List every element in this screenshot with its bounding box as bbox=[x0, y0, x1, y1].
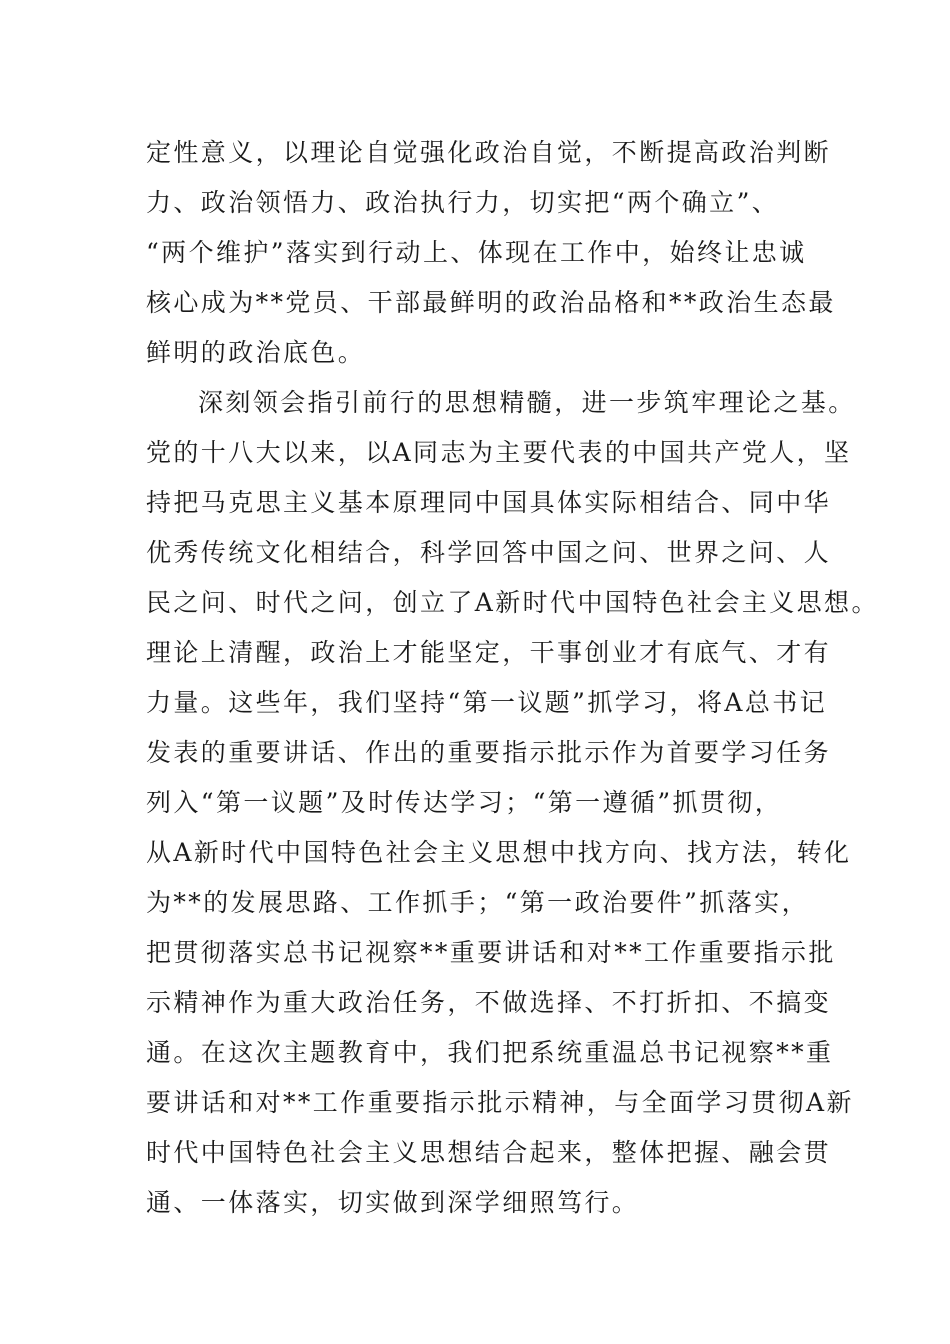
text-line: 通。在这次主题教育中，我们把系统重温总书记视察**重 bbox=[146, 1038, 834, 1067]
text-line: 时代中国特色社会主义思想结合起来，整体把握、融会贯 bbox=[146, 1138, 832, 1167]
text-line: 力量。这些年，我们坚持“第一议题”抓学习，将A总书记 bbox=[146, 688, 828, 717]
text-line: 从A新时代中国特色社会主义思想中找方向、找方法，转化 bbox=[146, 838, 852, 867]
text-line: 民之问、时代之问，创立了A新时代中国特色社会主义思想。 bbox=[146, 588, 879, 617]
text-line: 发表的重要讲话、作出的重要指示批示作为首要学习任务 bbox=[146, 738, 832, 767]
paragraph-first-line: 深刻领会指引前行的思想精髓，进一步筑牢理论之基。 bbox=[198, 388, 856, 417]
text-line: 力、政治领悟力、政治执行力，切实把“两个确立”、 bbox=[146, 188, 780, 217]
text-line: “两个维护”落实到行动上、体现在工作中，始终让忠诚 bbox=[146, 238, 807, 267]
text-line: 示精神作为重大政治任务，不做选择、不打折扣、不搞变 bbox=[146, 988, 832, 1017]
text-line: 为**的发展思路、工作抓手；“第一政治要件”抓落实， bbox=[146, 888, 809, 917]
text-line: 鲜明的政治底色。 bbox=[146, 338, 366, 367]
text-line: 优秀传统文化相结合，科学回答中国之问、世界之问、人 bbox=[146, 538, 832, 567]
text-line: 理论上清醒，政治上才能坚定，干事创业才有底气、才有 bbox=[146, 638, 832, 667]
text-line: 定性意义，以理论自觉强化政治自觉，不断提高政治判断 bbox=[146, 138, 832, 167]
text-line: 持把马克思主义基本原理同中国具体实际相结合、同中华 bbox=[146, 488, 832, 517]
text-line: 核心成为**党员、干部最鲜明的政治品格和**政治生态最 bbox=[146, 288, 836, 317]
text-line: 要讲话和对**工作重要指示批示精神，与全面学习贯彻A新 bbox=[146, 1088, 854, 1117]
text-line: 党的十八大以来，以A同志为主要代表的中国共产党人，坚 bbox=[146, 438, 852, 467]
text-line: 把贯彻落实总书记视察**重要讲话和对**工作重要指示批 bbox=[146, 938, 836, 967]
text-line: 通、一体落实，切实做到深学细照笃行。 bbox=[146, 1188, 640, 1217]
text-line: 列入“第一议题”及时传达学习；“第一遵循”抓贯彻， bbox=[146, 788, 783, 817]
body-text bbox=[146, 128, 879, 1228]
